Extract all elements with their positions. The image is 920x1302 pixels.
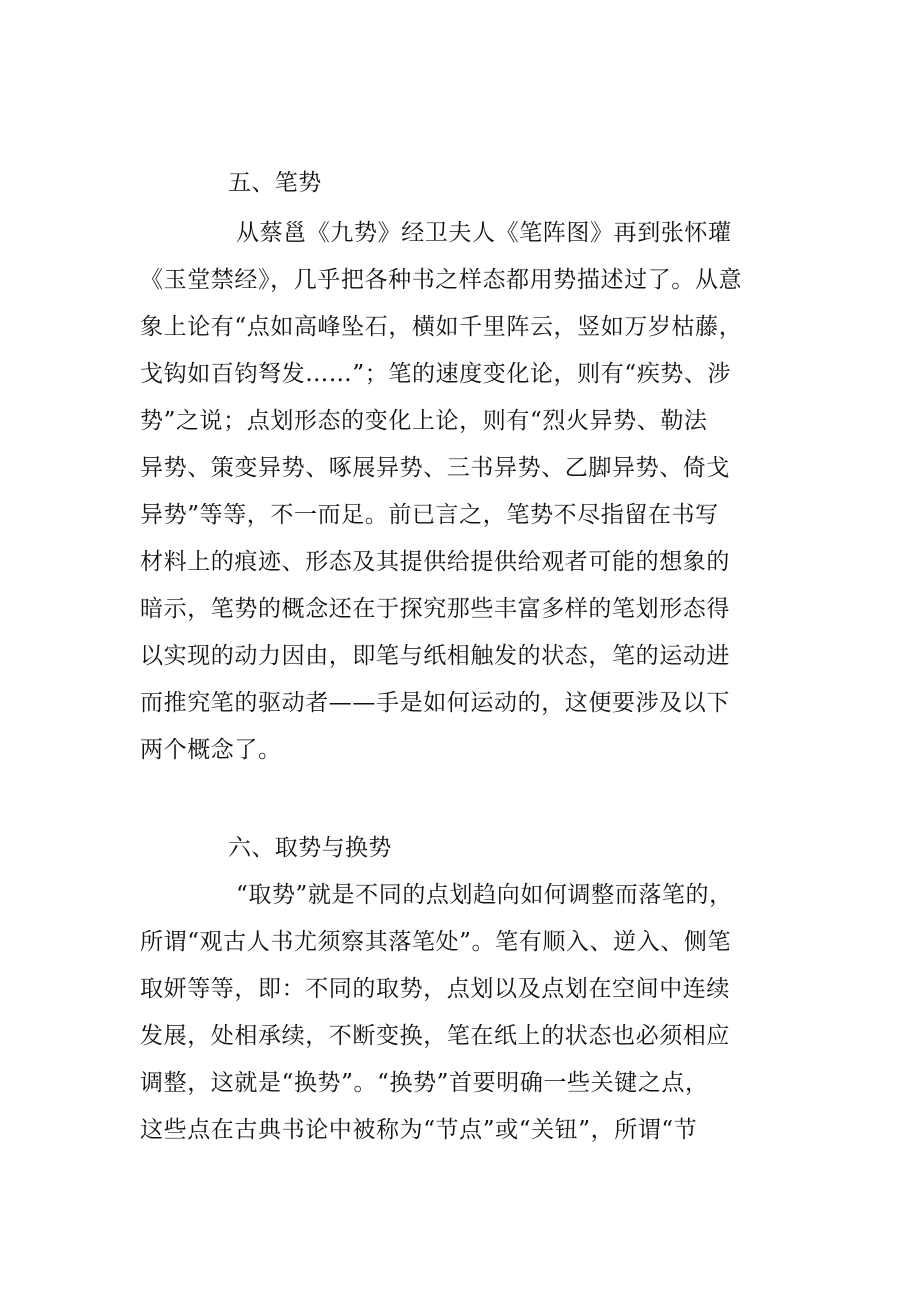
section-heading-6: 六、取势与换势 xyxy=(228,835,392,861)
paragraph-line: 戈钩如百钧弩发……”；笔的速度变化论，则有“疾势、涉 xyxy=(140,361,732,387)
section-heading-5: 五、笔势 xyxy=(228,170,322,196)
paragraph-line: 而推究笔的驱动者——手是如何运动的，这便要涉及以下 xyxy=(140,690,730,716)
paragraph-line: 象上论有“点如高峰坠石，横如千里阵云，竖如万岁枯藤， xyxy=(140,314,743,340)
paragraph-line: 这些点在古典书论中被称为“节点”或“关钮”，所谓“节 xyxy=(140,1117,698,1143)
paragraph-line: 两个概念了。 xyxy=(140,737,282,763)
paragraph-line: 所谓“观古人书尤须察其落笔处”。笔有顺入、逆入、侧笔 xyxy=(140,929,732,955)
paragraph-line: 《玉堂禁经》，几乎把各种书之样态都用势描述过了。从意 xyxy=(140,267,743,293)
paragraph-line: 暗示，笔势的概念还在于探究那些丰富多样的笔划形态得 xyxy=(140,596,730,622)
paragraph-line: 从蔡邕《九势》经卫夫人《笔阵图》再到张怀瓘 xyxy=(236,220,732,246)
paragraph-line: 取妍等等，即：不同的取势，点划以及点划在空间中连续 xyxy=(140,976,730,1002)
paragraph-line: 材料上的痕迹、形态及其提供给提供给观者可能的想象的 xyxy=(140,549,730,575)
paragraph-line: 异势”等等，不一而足。前已言之，笔势不尽指留在书写 xyxy=(140,502,719,528)
paragraph-line: 异势、策变异势、啄展异势、三书异势、乙脚异势、倚戈 xyxy=(140,455,730,481)
paragraph-line: “取势”就是不同的点划趋向如何调整而落笔的， xyxy=(236,882,733,908)
paragraph-line: 调整，这就是“换势”。“换势”首要明确一些关键之点， xyxy=(140,1070,709,1096)
paragraph-line: 发展，处相承续，不断变换，笔在纸上的状态也必须相应 xyxy=(140,1023,730,1049)
paragraph-line: 以实现的动力因由，即笔与纸相触发的状态，笔的运动进 xyxy=(140,643,730,669)
paragraph-line: 势”之说；点划形态的变化上论，则有“烈火异势、勒法 xyxy=(140,408,708,434)
